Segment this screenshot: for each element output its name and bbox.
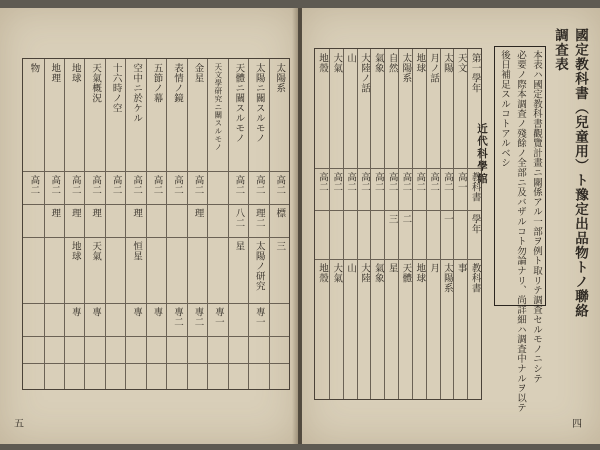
- table-cell: 理: [69, 208, 81, 219]
- left-page: [0, 8, 298, 444]
- row-divider: [65, 171, 84, 172]
- table-column: [228, 59, 248, 389]
- table-cell: 八二: [233, 208, 245, 229]
- row-divider: [249, 363, 268, 364]
- row-divider: [85, 303, 104, 304]
- table-column: [64, 59, 84, 389]
- table-column: [248, 59, 268, 389]
- table-cell: 星: [233, 241, 245, 252]
- table-cell: 地理: [49, 63, 61, 83]
- row-divider: [23, 336, 43, 337]
- table-cell: 理: [90, 208, 102, 219]
- row-divider: [249, 171, 268, 172]
- table-cell: 專二: [192, 307, 204, 328]
- right-page: [302, 8, 600, 444]
- row-divider: [441, 210, 454, 211]
- table-cell: 專一: [253, 307, 265, 328]
- table-column: [269, 59, 289, 389]
- table-cell: 地球: [69, 63, 81, 83]
- row-divider: [126, 363, 145, 364]
- notice-line: 本表ハ國定教科書觀覽計畫ニ關係アル一部ヲ例ト取リテ調査セルモノニシテ: [531, 50, 542, 384]
- table-cell: 高二: [131, 175, 143, 196]
- table-cell: 理: [131, 208, 143, 219]
- row-divider: [270, 204, 289, 205]
- table-cell: 專: [151, 307, 163, 318]
- row-divider: [23, 237, 43, 238]
- row-divider: [413, 210, 426, 211]
- left-table: [22, 58, 290, 390]
- table-cell: 太陽: [441, 53, 453, 73]
- row-divider: [385, 259, 398, 260]
- row-divider: [330, 210, 343, 211]
- table-cell: 高二: [372, 172, 384, 192]
- row-divider: [208, 303, 227, 304]
- table-cell: 教科書: [469, 263, 481, 293]
- row-divider: [126, 303, 145, 304]
- row-divider: [65, 237, 84, 238]
- table-cell: 高二: [274, 175, 286, 196]
- row-divider: [270, 336, 289, 337]
- table-cell: 太陽系: [400, 53, 412, 83]
- row-divider: [427, 259, 440, 260]
- right-table: [314, 48, 482, 400]
- table-cell: 高二: [110, 175, 122, 196]
- table-cell: 太陽ノ研究: [253, 241, 265, 292]
- row-divider: [249, 237, 268, 238]
- table-cell: 專: [131, 307, 143, 318]
- row-divider: [85, 336, 104, 337]
- row-divider: [468, 210, 481, 211]
- table-cell: 五節ノ幕: [151, 63, 163, 103]
- table-cell: 大氣: [331, 53, 343, 73]
- table-column: [146, 59, 166, 389]
- table-cell: 山: [345, 263, 357, 273]
- row-divider: [270, 303, 289, 304]
- row-divider: [45, 237, 64, 238]
- table-cell: 氣象: [372, 263, 384, 283]
- table-column: [84, 59, 104, 389]
- row-divider: [249, 204, 268, 205]
- table-column: [187, 59, 207, 389]
- table-column: [44, 59, 64, 389]
- table-cell: 十六時ノ空: [110, 63, 122, 113]
- row-divider: [315, 210, 329, 211]
- table-cell: 專一: [212, 307, 224, 328]
- table-cell: 自然: [386, 53, 398, 73]
- row-divider: [65, 336, 84, 337]
- table-cell: 高二: [90, 175, 102, 196]
- row-divider: [23, 204, 43, 205]
- row-divider: [65, 363, 84, 364]
- row-divider: [45, 171, 64, 172]
- row-divider: [270, 171, 289, 172]
- right-page-number: 四: [572, 419, 582, 430]
- table-cell: 天文: [455, 53, 467, 73]
- row-divider: [85, 363, 104, 364]
- table-cell: 高二: [441, 172, 453, 192]
- table-cell: 學年: [469, 214, 481, 234]
- row-divider: [147, 204, 166, 205]
- table-cell: 太陽系: [441, 263, 453, 293]
- table-cell: 專二: [171, 307, 183, 328]
- row-divider: [371, 210, 384, 211]
- table-cell: 地殼: [316, 263, 328, 283]
- table-cell: 高二: [400, 172, 412, 192]
- row-divider: [371, 168, 384, 169]
- left-page-number: 五: [14, 419, 24, 430]
- row-divider: [106, 171, 125, 172]
- row-divider: [208, 363, 227, 364]
- table-column: [343, 49, 357, 399]
- table-cell: 金星: [192, 63, 204, 83]
- table-cell: 天體ニ關スルモノ: [233, 63, 245, 143]
- table-column: [166, 59, 186, 389]
- row-divider: [167, 237, 186, 238]
- table-cell: 氣象: [372, 53, 384, 73]
- row-divider: [358, 210, 371, 211]
- table-cell: 大陸: [358, 263, 370, 283]
- row-divider: [106, 204, 125, 205]
- table-cell: 物: [28, 63, 40, 73]
- row-divider: [413, 259, 426, 260]
- table-cell: 高二: [192, 175, 204, 196]
- row-divider: [23, 363, 43, 364]
- table-column: [23, 59, 43, 389]
- table-cell: 高二: [233, 175, 245, 196]
- table-cell: 理: [192, 208, 204, 219]
- row-divider: [468, 168, 481, 169]
- table-cell: 高一: [455, 172, 467, 192]
- table-cell: 一: [441, 214, 453, 224]
- row-divider: [315, 259, 329, 260]
- table-cell: 高二: [171, 175, 183, 196]
- row-divider: [315, 168, 329, 169]
- row-divider: [208, 237, 227, 238]
- table-column: [453, 49, 467, 399]
- row-divider: [106, 303, 125, 304]
- row-divider: [188, 237, 207, 238]
- table-column: [357, 49, 371, 399]
- row-divider: [358, 168, 371, 169]
- row-divider: [399, 210, 412, 211]
- table-column: [384, 49, 398, 399]
- row-divider: [441, 259, 454, 260]
- row-divider: [188, 363, 207, 364]
- table-column: [329, 49, 343, 399]
- row-divider: [188, 204, 207, 205]
- section-heading: 近代科學館: [476, 123, 488, 186]
- row-divider: [249, 303, 268, 304]
- row-divider: [188, 303, 207, 304]
- row-divider: [147, 237, 166, 238]
- table-cell: 天氣概況: [90, 63, 102, 103]
- row-divider: [229, 204, 248, 205]
- row-divider: [126, 336, 145, 337]
- row-divider: [45, 336, 64, 337]
- table-cell: 三: [386, 214, 398, 224]
- row-divider: [344, 210, 357, 211]
- row-divider: [167, 171, 186, 172]
- row-divider: [371, 259, 384, 260]
- row-divider: [106, 363, 125, 364]
- table-column: [440, 49, 454, 399]
- row-divider: [229, 237, 248, 238]
- notice-line: 必要ノ際本調査ノ殘餘ノ全部ニ及バザルコト勿論ナリ、尚詳細ハ調査中ナルヲ以テ: [515, 50, 526, 413]
- table-cell: 高二: [151, 175, 163, 196]
- row-divider: [65, 204, 84, 205]
- row-divider: [147, 336, 166, 337]
- table-cell: 高二: [428, 172, 440, 192]
- row-divider: [208, 336, 227, 337]
- title-block: [469, 28, 590, 413]
- table-cell: 高二: [69, 175, 81, 196]
- table-cell: 三: [274, 241, 286, 252]
- table-cell: 專: [69, 307, 81, 318]
- table-cell: 二: [400, 214, 412, 224]
- table-cell: 第一學年: [469, 53, 481, 93]
- table-cell: 高二: [316, 172, 328, 192]
- row-divider: [208, 204, 227, 205]
- notice-box: [494, 46, 546, 413]
- table-cell: 表情ノ鏡: [171, 63, 183, 103]
- row-divider: [427, 168, 440, 169]
- row-divider: [399, 259, 412, 260]
- row-divider: [344, 168, 357, 169]
- row-divider: [167, 336, 186, 337]
- row-divider: [167, 303, 186, 304]
- table-cell: 山: [345, 53, 357, 63]
- row-divider: [45, 303, 64, 304]
- table-cell: 星: [386, 263, 398, 273]
- row-divider: [167, 363, 186, 364]
- table-cell: 太陽ニ關スルモノ: [253, 63, 265, 143]
- table-cell: 恒星: [131, 241, 143, 262]
- row-divider: [454, 210, 467, 211]
- row-divider: [23, 303, 43, 304]
- row-divider: [188, 171, 207, 172]
- table-cell: 高二: [345, 172, 357, 192]
- row-divider: [208, 171, 227, 172]
- row-divider: [126, 237, 145, 238]
- table-cell: 地球: [69, 241, 81, 262]
- row-divider: [229, 303, 248, 304]
- row-divider: [468, 259, 481, 260]
- row-divider: [427, 210, 440, 211]
- row-divider: [23, 171, 43, 172]
- row-divider: [270, 237, 289, 238]
- row-divider: [65, 303, 84, 304]
- row-divider: [413, 168, 426, 169]
- row-divider: [147, 171, 166, 172]
- row-divider: [358, 259, 371, 260]
- table-cell: 天氣: [90, 241, 102, 262]
- document-title: 國定教科書（兒童用）ト豫定出品物トノ聯絡調査表: [552, 28, 588, 318]
- row-divider: [270, 363, 289, 364]
- table-cell: 高二: [49, 175, 61, 196]
- table-column: [315, 49, 329, 399]
- table-column: [398, 49, 412, 399]
- table-cell: 地球: [414, 53, 426, 73]
- row-divider: [106, 336, 125, 337]
- table-cell: 月ノ話: [428, 53, 440, 83]
- table-cell: 高二: [331, 172, 343, 192]
- table-cell: 天體: [400, 263, 412, 283]
- table-cell: 教科書: [469, 172, 481, 202]
- table-cell: 標: [274, 208, 286, 219]
- table-column: [125, 59, 145, 389]
- table-cell: 高二: [28, 175, 40, 196]
- row-divider: [229, 363, 248, 364]
- table-column: [370, 49, 384, 399]
- table-cell: 大陸ノ話: [358, 53, 370, 93]
- row-divider: [454, 168, 467, 169]
- row-divider: [399, 168, 412, 169]
- table-cell: 專: [90, 307, 102, 318]
- table-cell: 空中ニ於ケル: [131, 63, 143, 123]
- table-column: [467, 49, 481, 399]
- table-cell: 高二: [253, 175, 265, 196]
- row-divider: [85, 171, 104, 172]
- table-column: [426, 49, 440, 399]
- row-divider: [85, 237, 104, 238]
- table-column: [207, 59, 227, 389]
- row-divider: [106, 237, 125, 238]
- row-divider: [229, 171, 248, 172]
- row-divider: [126, 204, 145, 205]
- row-divider: [454, 259, 467, 260]
- row-divider: [385, 168, 398, 169]
- row-divider: [85, 204, 104, 205]
- table-cell: 理二: [253, 208, 265, 229]
- table-cell: 地殼: [316, 53, 328, 73]
- row-divider: [330, 259, 343, 260]
- table-cell: 事: [455, 263, 467, 273]
- row-divider: [126, 171, 145, 172]
- table-cell: 高二: [414, 172, 426, 192]
- row-divider: [249, 336, 268, 337]
- table-cell: 天文學研究ニ關スルモノ: [213, 63, 223, 151]
- row-divider: [188, 336, 207, 337]
- table-cell: 高二: [386, 172, 398, 192]
- row-divider: [385, 210, 398, 211]
- table-cell: 高二: [358, 172, 370, 192]
- notice-line: 後日補足スルコトアルベシ: [499, 50, 510, 168]
- row-divider: [147, 303, 166, 304]
- row-divider: [167, 204, 186, 205]
- row-divider: [344, 259, 357, 260]
- row-divider: [330, 168, 343, 169]
- row-divider: [45, 204, 64, 205]
- row-divider: [147, 363, 166, 364]
- row-divider: [441, 168, 454, 169]
- table-cell: 理: [49, 208, 61, 219]
- row-divider: [45, 363, 64, 364]
- table-cell: 大氣: [331, 263, 343, 283]
- table-column: [412, 49, 426, 399]
- table-cell: 月: [428, 263, 440, 273]
- row-divider: [229, 336, 248, 337]
- table-column: [105, 59, 125, 389]
- table-cell: 地球: [414, 263, 426, 283]
- table-cell: 太陽系: [274, 63, 286, 93]
